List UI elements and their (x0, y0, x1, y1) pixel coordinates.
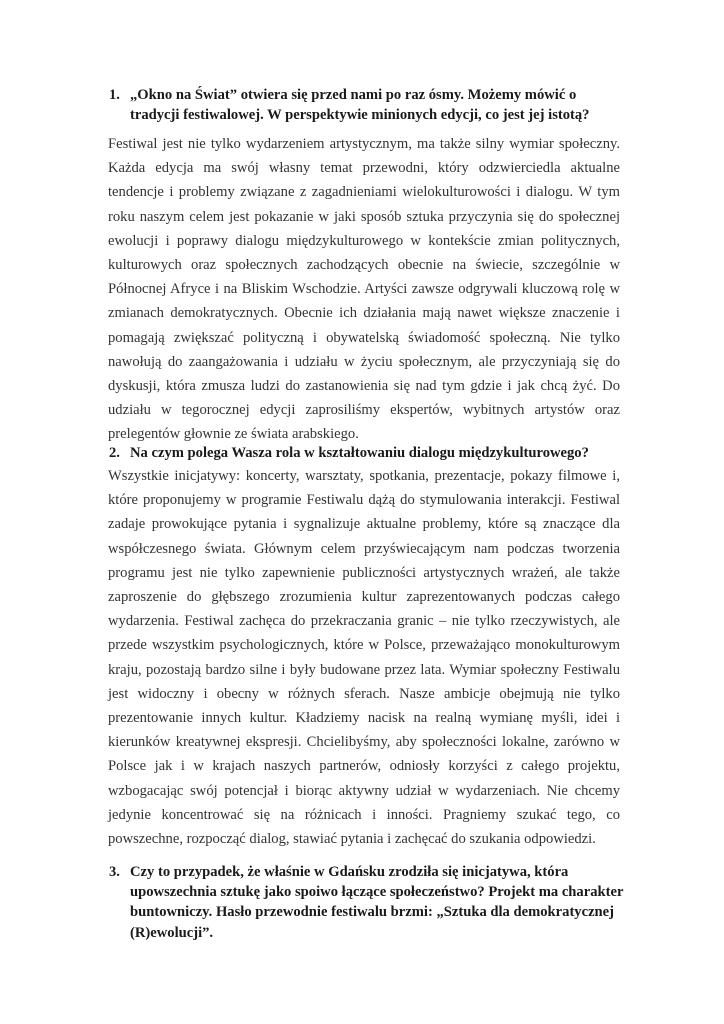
question-3-text: Czy to przypadek, że właśnie w Gdańsku zrodziła się inicjatywa, która upowszechnia sztukę jako spoiwo łączące społeczeństwo? Projekt ma charakter buntowniczy. Hasło przewodnie festiwalu brzmi: „Sztuka dla demokratycznej (R)ewolucji”. (130, 864, 624, 941)
question-3-number: 3. (109, 864, 120, 880)
answer-2-paragraph: Wszystkie inicjatywy: koncerty, warsztaty, spotkania, prezentacje, pokazy filmowe i, które proponujemy w programie Festiwalu dążą do stymulowania interakcji. Festiwal zadaje prowokujące pytania i sygnalizuje aktualne problemy, które są znaczące dla współczesnego świata. Głównym celem przyświecającym nam podczas tworzenia programu jest nie tylko zapewnienie publiczności artystycznych wrażeń, ale także zaproszenie do głębszego zrozumienia kultur zaprezentowanych podczas całego wydarzenia. Festiwal zachęca do przekraczania granic – nie tylko rzeczywistych, ale przede wszystkim psychologicznych, które w Polsce, przeważająco monokulturowym kraju, pozostają bardzo silne i były budowane przez lata. Wymiar społeczny Festiwalu jest widoczny i obecny w różnych sferach. Nasze ambicje obejmują nie tylko prezentowanie innych kultur. Kładziemy nacisk na realną wymianę myśli, idei i kierunków kreatywnej ekspresji. Chcielibyśmy, aby społeczności lokalne, zarówno w Polsce jak i w krajach naszych partnerów, odniosły korzyści z całego projektu, wzbogacając swój potencjał i biorąc aktywny udział w wydarzeniach. Nie chcemy jedynie koncentrować się na różnicach i inności. Pragniemy szukać tego, co powszechne, rozpocząć dialog, stawiać pytania i zachęcać do szukania odpowiedzi. (108, 468, 620, 848)
question-3 (109, 862, 629, 943)
answer-1-paragraph: Festiwal jest nie tylko wydarzeniem artystycznym, ma także silny wymiar społeczny. Każda edycja ma swój własny temat przewodni, który odzwierciedla aktualne tendencje i problemy związane z zagadnieniami wielokulturowości i dialogu. W tym roku naszym celem jest pokazanie w jaki sposób sztuka przyczynia się do społecznej ewolucji i poprawy dialogu międzykulturowego w kontekście zmian politycznych, kulturowych oraz społecznych zachodzących obecnie na świecie, szczególnie w Północnej Afryce i na Bliskim Wschodzie. Artyści zawsze odgrywali kluczową rolę w zmianach demokratycznych. Obecnie ich działania mają nawet większe znaczenie i pomagają zwiększać polityczną i obywatelską świadomość społeczną. Nie tylko nawołują do zaangażowania i udziału w życiu społecznym, ale przyczyniają się do dyskusji, która zmusza ludzi do zastanowienia się nad tym gdzie i jak chcą żyć. Do udziału w tegorocznej edycji zaprosiliśmy ekspertów, wybitnych artystów oraz prelegentów głownie ze świata arabskiego. (108, 136, 620, 443)
question-1-text: „Okno na Świat” otwiera się przed nami po raz ósmy. Możemy mówić o tradycji festiwalowej. W perspektywie minionych edycji, co jest jej istotą? (130, 87, 590, 123)
question-2 (109, 443, 629, 463)
question-1 (109, 85, 629, 125)
question-2-number: 2. (109, 445, 120, 461)
question-2-text: Na czym polega Wasza rola w kształtowaniu dialogu międzykulturowego? (130, 445, 589, 461)
question-1-number: 1. (109, 87, 120, 103)
